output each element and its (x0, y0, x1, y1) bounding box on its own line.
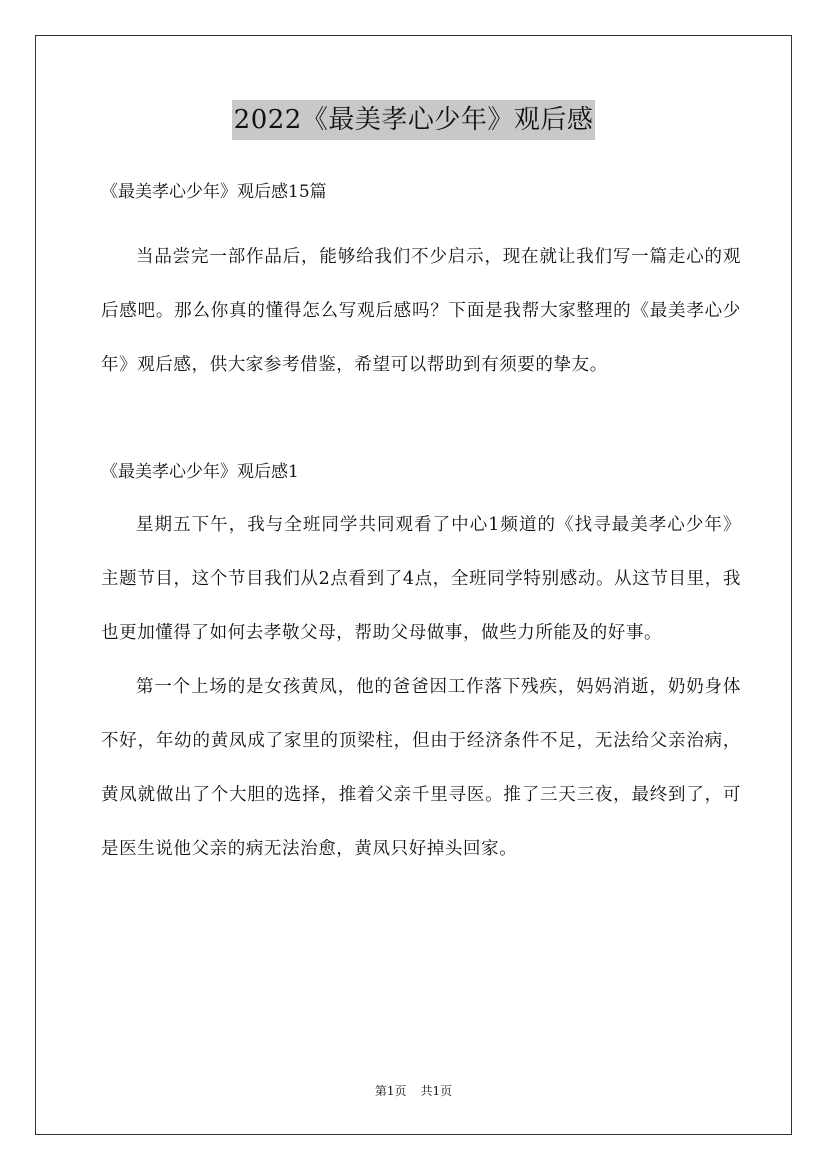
page-total: 共1页 (420, 1084, 453, 1098)
page-footer (0, 1082, 827, 1100)
title-container (0, 100, 827, 140)
document-subtitle: 《最美孝心少年》观后感15篇 (101, 182, 327, 202)
document-title: 2022《最美孝心少年》观后感 (232, 100, 596, 140)
body-paragraph-1: 星期五下午，我与全班同学共同观看了中心1频道的《找寻最美孝心少年》主题节目，这个节目我们从2点看到了4点，全班同学特别感动。从这节目里，我也更加懂得了如何去孝敬父母，帮助父母做事，做些力所能及的好事。 (101, 515, 741, 643)
intro-paragraph: 当品尝完一部作品后，能够给我们不少启示，现在就让我们写一篇走心的观后感吧。那么你真的懂得怎么写观后感吗？下面是我帮大家整理的《最美孝心少年》观后感，供大家参考借鉴，希望可以帮助到有须要的挚友。 (101, 247, 741, 375)
section-heading: 《最美孝心少年》观后感1 (101, 462, 299, 482)
body-paragraph-2: 第一个上场的是女孩黄凤，他的爸爸因工作落下残疾，妈妈消逝，奶奶身体不好，年幼的黄凤成了家里的顶梁柱，但由于经济条件不足，无法给父亲治病，黄凤就做出了个大胆的选择，推着父亲千里寻医。推了三天三夜，最终到了，可是医生说他父亲的病无法治愈，黄凤只好掉头回家。 (101, 677, 741, 859)
document-body (101, 178, 741, 876)
page-number: 第1页 (374, 1084, 407, 1098)
